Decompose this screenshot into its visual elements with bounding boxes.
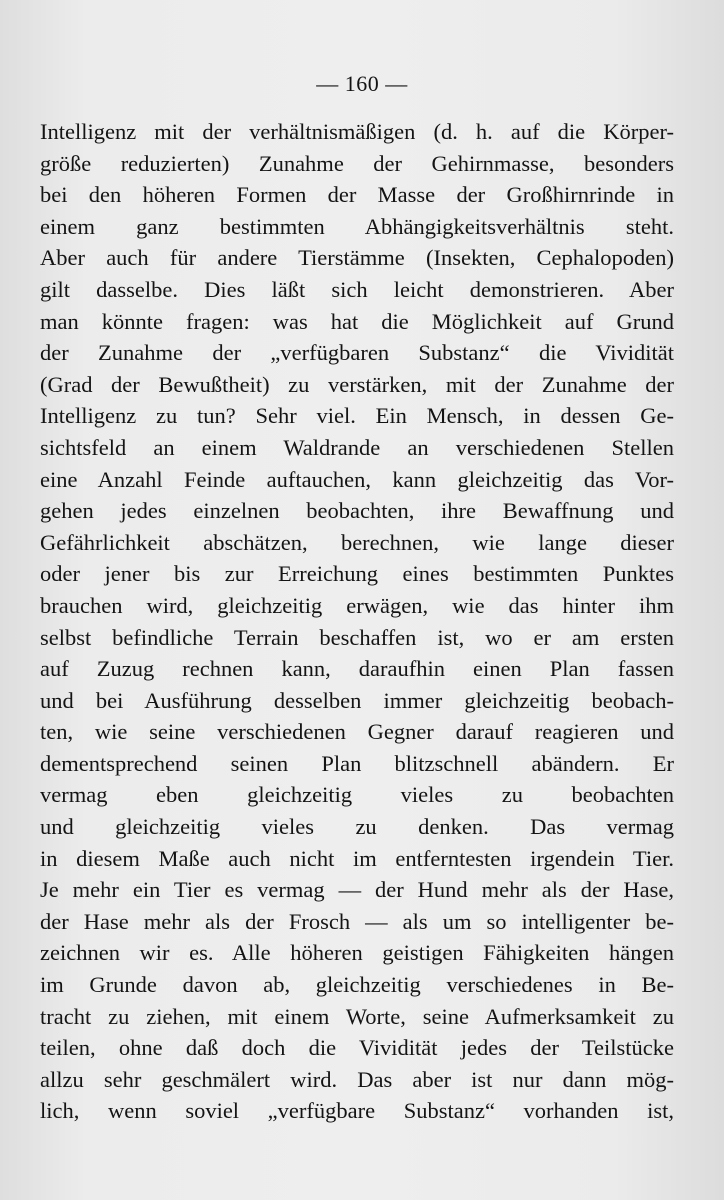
text-line: allzu sehr geschmälert wird. Das aber ist nur dann mög- <box>40 1066 674 1092</box>
text-line: oder jener bis zur Erreichung eines bestimmten Punktes <box>40 561 674 587</box>
text-line: teilen, ohne daß doch die Vividität jedes der Teilstücke <box>40 1035 674 1061</box>
text-line: brauchen wird, gleichzeitig erwägen, wie das hinter ihm <box>40 592 674 618</box>
text-line: gehen jedes einzelnen beobachten, ihre Bewaffnung und <box>40 498 674 524</box>
text-line: in diesem Maße auch nicht im entferntesten irgendein Tier. <box>40 845 674 871</box>
text-line: im Grunde davon ab, gleichzeitig verschiedenes in Be- <box>40 972 674 998</box>
text-line: (Grad der Bewußtheit) zu verstärken, mit der Zunahme der <box>40 371 674 397</box>
body-text <box>40 116 674 1127</box>
page-number: — 160 — <box>316 71 408 96</box>
text-line: dementsprechend seinen Plan blitzschnell abändern. Er <box>40 750 674 776</box>
text-line: tracht zu ziehen, mit einem Worte, seine Aufmerksamkeit zu <box>40 1003 674 1029</box>
text-line: sichtsfeld an einem Waldrande an verschiedenen Stellen <box>40 434 674 460</box>
text-line: vermag eben gleichzeitig vieles zu beobachten <box>40 782 674 808</box>
text-line: selbst befindliche Terrain beschaffen ist, wo er am ersten <box>40 624 674 650</box>
text-line: Je mehr ein Tier es vermag — der Hund mehr als der Hase, <box>40 877 674 903</box>
text-line: auf Zuzug rechnen kann, daraufhin einen Plan fassen <box>40 656 674 682</box>
text-line: lich, wenn soviel „verfügbare Substanz“ vorhanden ist, <box>40 1098 674 1124</box>
text-line: man könnte fragen: was hat die Möglichkeit auf Grund <box>40 308 674 334</box>
text-line: größe reduzierten) Zunahme der Gehirnmasse, besonders <box>40 150 674 176</box>
text-line: eine Anzahl Feinde auftauchen, kann gleichzeitig das Vor- <box>40 466 674 492</box>
text-line: bei den höheren Formen der Masse der Großhirnrinde in <box>40 182 674 208</box>
text-line: und gleichzeitig vieles zu denken. Das vermag <box>40 814 674 840</box>
text-line: zeichnen wir es. Alle höheren geistigen Fähigkeiten hängen <box>40 940 674 966</box>
text-line: Intelligenz zu tun? Sehr viel. Ein Mensch, in dessen Ge- <box>40 403 674 429</box>
text-line: der Zunahme der „verfügbaren Substanz“ die Vividität <box>40 340 674 366</box>
text-line: ten, wie seine verschiedenen Gegner darauf reagieren und <box>40 719 674 745</box>
text-line: der Hase mehr als der Frosch — als um so intelligenter be- <box>40 908 674 934</box>
text-line: Intelligenz mit der verhältnismäßigen (d. h. auf die Körper- <box>40 119 674 144</box>
text-line: einem ganz bestimmten Abhängigkeitsverhältnis steht. <box>40 213 674 239</box>
text-line: und bei Ausführung desselben immer gleichzeitig beobach- <box>40 687 674 713</box>
text-line: gilt dasselbe. Dies läßt sich leicht demonstrieren. Aber <box>40 276 674 302</box>
text-line: Gefährlichkeit abschätzen, berechnen, wie lange dieser <box>40 529 674 555</box>
text-line: Aber auch für andere Tierstämme (Insekten, Cephalopoden) <box>40 245 674 271</box>
